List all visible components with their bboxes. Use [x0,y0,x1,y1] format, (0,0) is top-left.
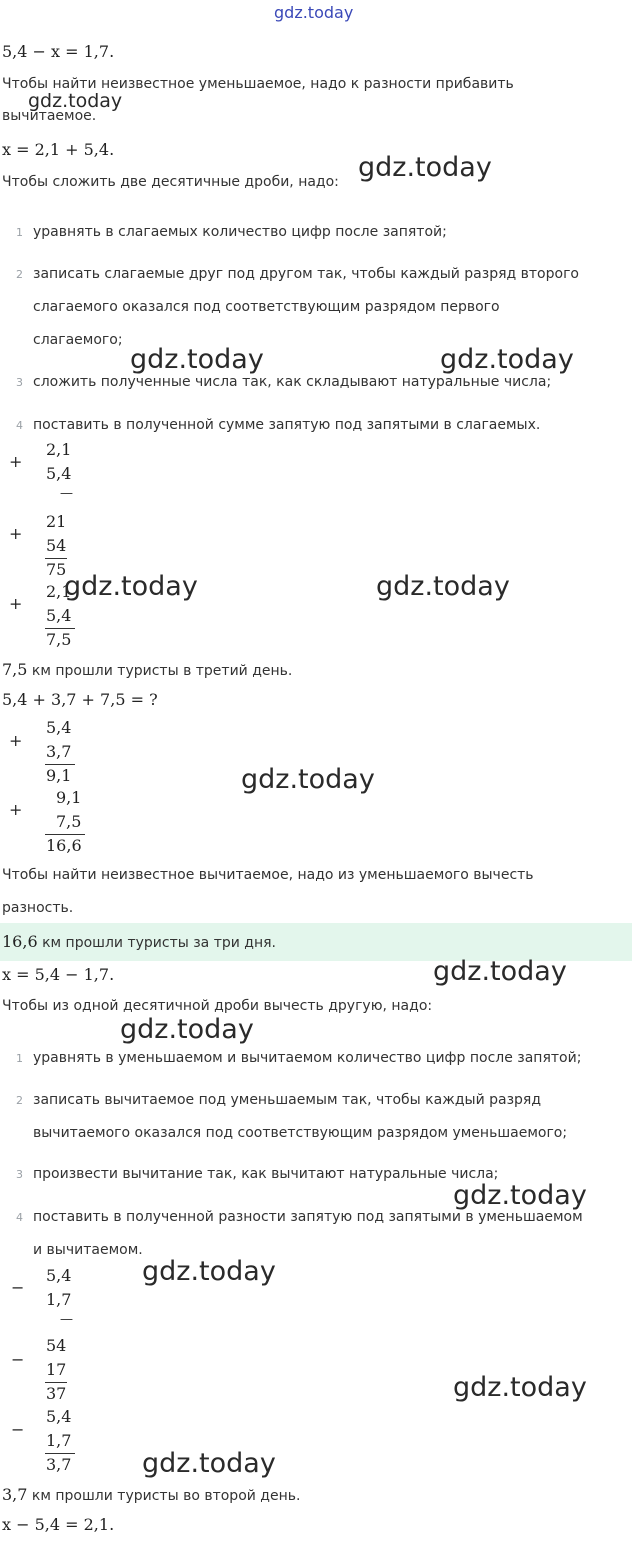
minus-sign: − [11,1420,25,1439]
addend-1: 2,1 [46,440,72,459]
addend-1: 2,1 [46,582,72,601]
watermark: gdz.today [142,1448,276,1479]
step-number: 3 [16,376,23,389]
rule-3-line-2: разность. [2,900,74,916]
answer-1-number: 7,5 [2,660,28,679]
plus-sign: + [9,452,23,471]
step-number: 4 [16,1211,23,1224]
addend-2: 5,4 [46,606,72,625]
minus-sign: − [11,1278,25,1297]
dash: — [60,1312,73,1327]
watermark: gdz.today [142,1256,276,1287]
step-number: 2 [16,268,23,281]
sub-step-2-line-2: вычитаемого оказался под соответствующим разрядом уменьшаемого; [33,1125,568,1141]
equation-2: x = 2,1 + 5,4. [2,140,115,159]
plus-sign: + [9,594,23,613]
minus-sign: − [11,1350,25,1369]
answer-3 [2,1485,300,1504]
addend-1: 21 [46,512,67,531]
sum: 16,6 [46,836,82,855]
rule-4: Чтобы из одной десятичной дроби вычесть другую, надо: [2,998,433,1014]
add-step-2-line-2: слагаемого оказался под соответствующим разрядом первого [33,299,500,315]
plus-sign: + [9,731,23,750]
addend-1: 5,4 [46,718,72,737]
answer-1-text: км прошли туристы в третий день. [27,663,293,679]
add-step-2-line-3: слагаемого; [33,332,123,348]
rule-3-line-1: Чтобы найти неизвестное вычитаемое, надо из уменьшаемого вычесть [2,867,534,883]
watermark: gdz.today [120,1014,254,1045]
watermark: gdz.today [376,571,510,602]
sum: 9,1 [46,766,72,785]
sum-line [45,764,75,765]
step-number: 4 [16,419,23,432]
sub-step-2-line-1: записать вычитаемое под уменьшаемым так, чтобы каждый разряд [33,1092,542,1108]
rule-1-line-1: Чтобы найти неизвестное уменьшаемое, надо к разности прибавить [2,76,514,92]
addend-2: 3,7 [46,742,72,761]
addend-2: 5,4 [46,464,72,483]
step-number: 2 [16,1094,23,1107]
rule-2: Чтобы сложить две десятичные дроби, надо: [2,174,339,190]
rule-1-line-2: вычитаемое. [2,108,97,124]
subtrahend: 17 [46,1360,67,1379]
sub-step-4-line-1: поставить в полученной разности запятую под запятыми в уменьшаемом [33,1209,583,1225]
add-step-1: уравнять в слагаемых количество цифр после запятой; [33,224,447,240]
subtrahend: 1,7 [46,1431,72,1450]
watermark: gdz.today [28,90,123,112]
difference-line [45,1382,67,1383]
watermark: gdz.today [433,956,567,987]
answer-2 [2,932,276,951]
minuend: 5,4 [46,1266,72,1285]
sub-step-3: произвести вычитание так, как вычитают натуральные числа; [33,1166,499,1182]
step-number: 1 [16,226,23,239]
watermark: gdz.today [130,344,264,375]
difference: 3,7 [46,1455,72,1474]
step-number: 1 [16,1052,23,1065]
equation-4: x = 5,4 − 1,7. [2,965,115,984]
dash: — [60,486,73,501]
subtrahend: 1,7 [46,1290,72,1309]
plus-sign: + [9,524,23,543]
difference-line [45,1453,75,1454]
equation-1: 5,4 − x = 1,7. [2,42,115,61]
difference: 37 [46,1384,67,1403]
watermark-top: gdz.today [274,3,354,22]
sum: 75 [46,560,67,579]
answer-3-text: км прошли туристы во второй день. [27,1488,301,1504]
plus-sign: + [9,800,23,819]
equation-5: x − 5,4 = 2,1. [2,1515,115,1534]
sum-line [45,628,75,629]
add-step-3: сложить полученные числа так, как складывают натуральные числа; [33,374,552,390]
add-step-2-line-1: записать слагаемые друг под другом так, чтобы каждый разряд второго [33,266,579,282]
sum-line [45,834,85,835]
watermark: gdz.today [358,152,492,183]
watermark: gdz.today [241,764,375,795]
equation-3: 5,4 + 3,7 + 7,5 = ? [2,690,158,709]
answer-3-number: 3,7 [2,1485,28,1504]
step-number: 3 [16,1168,23,1181]
sum: 7,5 [46,630,72,649]
sub-step-4-line-2: и вычитаемом. [33,1242,143,1258]
watermark: gdz.today [64,571,198,602]
watermark: gdz.today [453,1180,587,1211]
addend-2: 54 [46,536,67,555]
addend-2: 7,5 [56,812,82,831]
sum-line [45,558,67,559]
minuend: 54 [46,1336,67,1355]
addend-1: 9,1 [56,788,82,807]
sub-step-1: уравнять в уменьшаемом и вычитаемом количество цифр после запятой; [33,1050,582,1066]
watermark: gdz.today [453,1372,587,1403]
answer-2-number: 16,6 [2,932,38,951]
answer-2-text: км прошли туристы за три дня. [37,935,277,951]
add-step-4: поставить в полученной сумме запятую под запятыми в слагаемых. [33,417,541,433]
answer-1 [2,660,292,679]
watermark: gdz.today [440,344,574,375]
minuend: 5,4 [46,1407,72,1426]
